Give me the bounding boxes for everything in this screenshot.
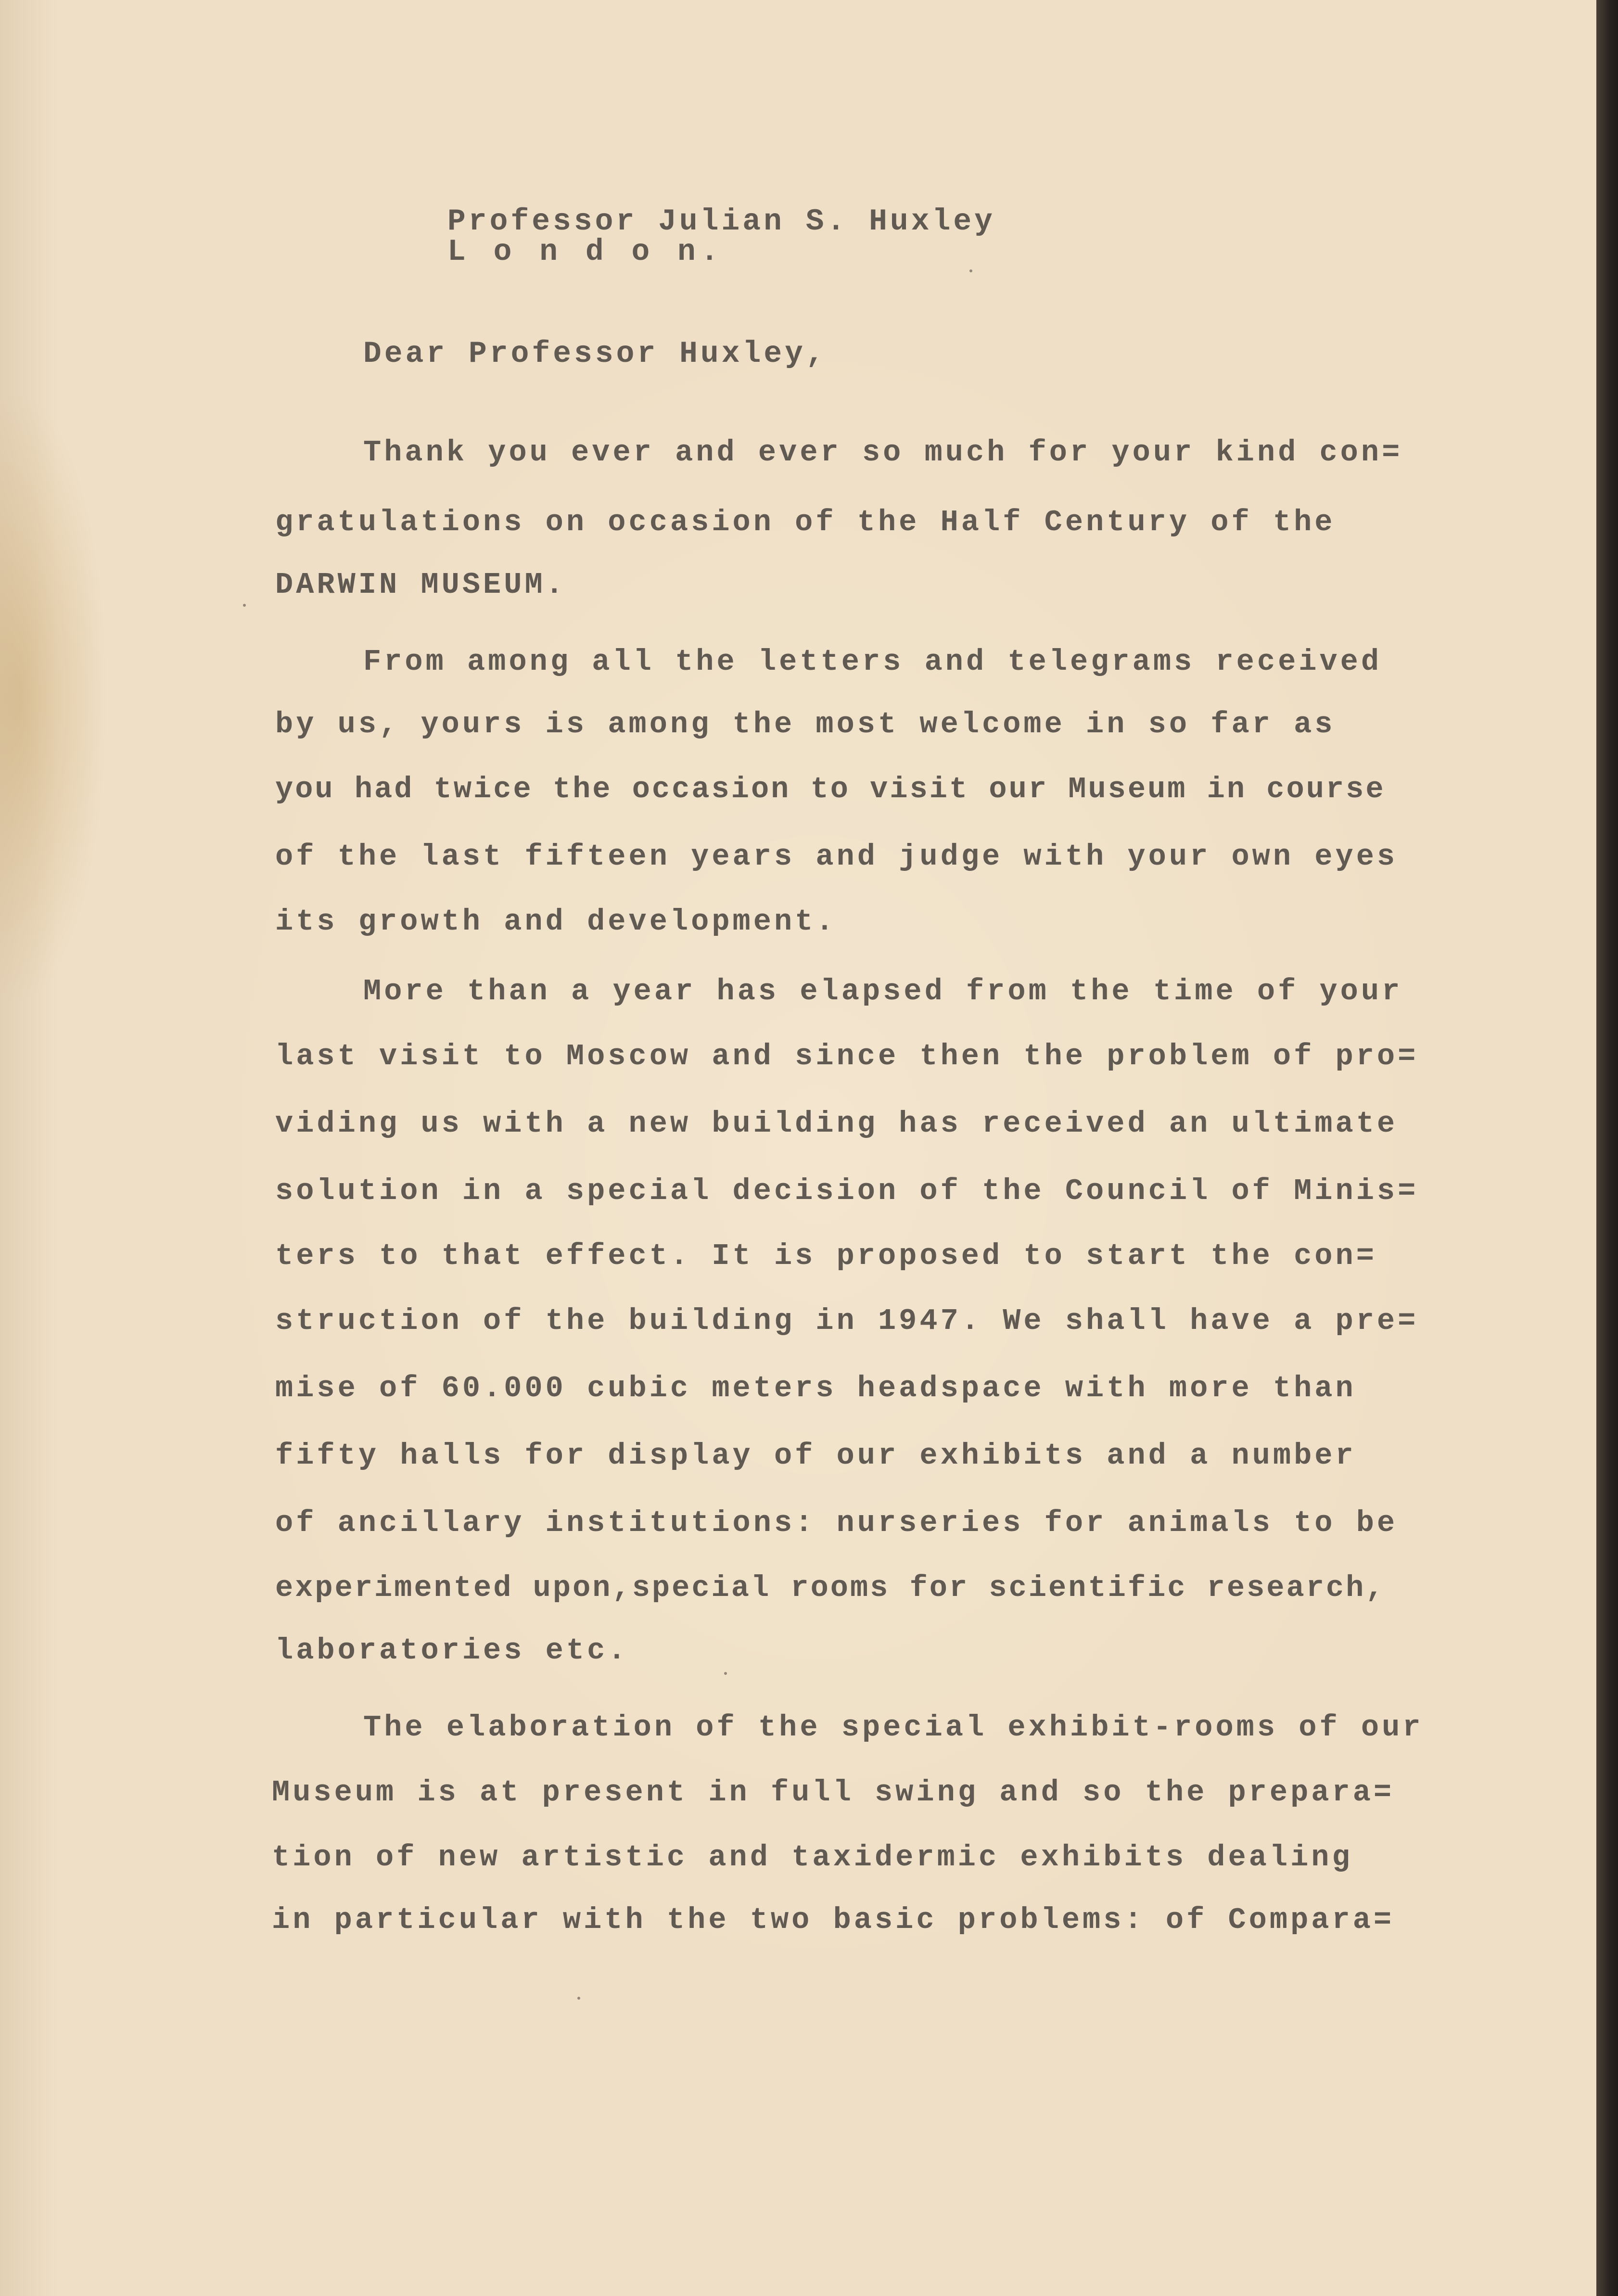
body-line: experimented upon,special rooms for scientific research,	[275, 1571, 1386, 1605]
body-line: DARWIN MUSEUM.	[275, 568, 566, 602]
body-line: gratulations on occasion of the Half Century of the	[275, 505, 1336, 539]
body-line: viding us with a new building has received an ultimate	[275, 1107, 1398, 1141]
scan-edge	[1596, 0, 1618, 2296]
body-line: fifty halls for display of our exhibits and a number	[275, 1439, 1356, 1473]
recipient-name: Professor Julian S. Huxley	[447, 204, 995, 239]
body-line: ters to that effect. It is proposed to start the con=	[275, 1239, 1377, 1273]
body-line: of ancillary institutions: nurseries for animals to be	[275, 1506, 1398, 1540]
body-line: tion of new artistic and taxidermic exhibits dealing	[272, 1840, 1353, 1875]
body-line: Thank you ever and ever so much for your kind con=	[363, 435, 1403, 470]
ink-speck	[243, 604, 246, 607]
body-line: last visit to Moscow and since then the problem of pro=	[275, 1039, 1419, 1073]
body-line: Museum is at present in full swing and so the prepara=	[272, 1775, 1395, 1810]
body-line: mise of 60.000 cubic meters headspace with more than	[275, 1371, 1356, 1405]
salutation: Dear Professor Huxley,	[363, 337, 827, 371]
body-line: of the last fifteen years and judge with your own eyes	[275, 840, 1398, 874]
body-line: you had twice the occasion to visit our Museum in course	[275, 772, 1386, 806]
ink-speck	[724, 1672, 727, 1675]
ink-speck	[577, 1997, 580, 2000]
recipient-city: L o n d o n.	[447, 235, 724, 269]
body-line: From among all the letters and telegrams received	[363, 645, 1382, 679]
body-line: solution in a special decision of the Council of Minis=	[275, 1174, 1419, 1208]
body-line: The elaboration of the special exhibit-rooms of our	[363, 1710, 1424, 1745]
body-line: by us, yours is among the most welcome in so far as	[275, 707, 1336, 741]
body-line: More than a year has elapsed from the time of your	[363, 974, 1403, 1008]
ink-speck	[969, 269, 972, 272]
body-line: struction of the building in 1947. We shall have a pre=	[275, 1304, 1419, 1338]
body-line: laboratories etc.	[275, 1633, 629, 1668]
body-line: in particular with the two basic problems: of Compara=	[272, 1903, 1395, 1937]
body-line: its growth and development.	[275, 905, 837, 939]
